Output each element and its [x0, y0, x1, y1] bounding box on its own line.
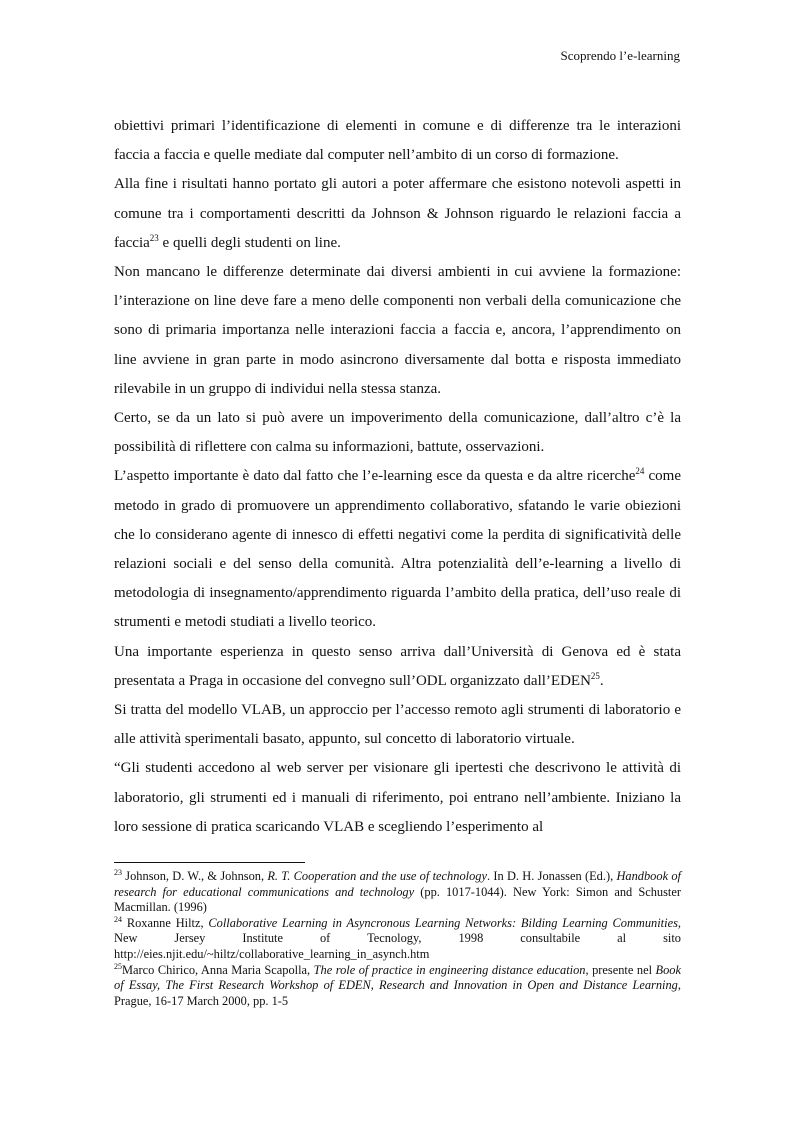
paragraph: Non mancano le differenze determinate dai diversi ambienti in cui avviene la formazione: l’interazione on line deve fare a meno delle componenti non verbali della comunicazione che sono di primaria importanza nelle interazioni faccia a faccia e, ancora, l’apprendimento on line avviene in gran parte in modo asincrono diversamente dal botta e risposta immediato rilevabile in un gruppo di individui nella stessa stanza.	[114, 264, 681, 397]
running-header: Scoprendo l’e-learning	[560, 48, 680, 63]
footnote: $^{23}$ Johnson, D. W., & Johnson, R. T. Cooperation and the use of technology. In D. H. Jonassen (Ed.), Handbook of research for educational communications and technology (pp. 1017-1044). New York: Simon and Schuster Macmillan. (1996)	[114, 868, 681, 915]
paragraph: Certo, se da un lato si può avere un impoverimento della comunicazione, dall’altro c’è la possibilità di riflettere con calma su informazioni, battute, osservazioni.	[114, 410, 681, 456]
footnote-ref: 23	[149, 232, 159, 243]
paragraph: obiettivi primari l’identificazione di elementi in comune e di differenze tra le interazioni faccia a faccia e quelle mediate dal computer nell’ambito di un corso di formazione.	[114, 118, 681, 164]
footnotes	[114, 869, 681, 1009]
footnote-ref: 25	[590, 670, 600, 681]
footnote: $^{24}$ Roxanne Hiltz, Collaborative Learning in Asyncronous Learning Networks: Bilding Learning Communities, New Jersey Institute of Tecnology, 1998 consultabile al sito http://eies.njit.edu/~hiltz/collaborative_learning_in_asynch.htm	[114, 914, 681, 961]
paragraph: Si tratta del modello VLAB, un approccio per l’accesso remoto agli strumenti di laboratorio e alle attività sperimentali basato, appunto, sul concetto di laboratorio virtuale.	[114, 702, 681, 748]
footnote-ref: 24	[635, 466, 645, 477]
paragraph: “Gli studenti accedono al web server per visionare gli ipertesti che descrivono le attività di laboratorio, gli strumenti ed i manuali di riferimento, poi entrano nell’ambiente. Iniziano la loro sessione di pratica scaricando VLAB e scegliendo l’esperimento al	[114, 760, 681, 835]
footnote: $^{25}$Marco Chirico, Anna Maria Scapolla, The role of practice in engineering distance education, presente nel Book of Essay, The First Research Workshop of EDEN, Research and Innovation in Open and Distance Learning, Prague, 16-17 March 2000, pp. 1-5	[114, 961, 681, 1008]
paragraph: Una importante esperienza in questo senso arriva dall’Università di Genova ed è stata presentata a Praga in occasione del convegno sull’ODL organizzato dall’EDEN$^{25}$.	[114, 643, 681, 689]
paragraph: L’aspetto importante è dato dal fatto che l’e-learning esce da questa e da altre ricerche$^{24}$ come metodo in grado di promuovere un apprendimento collaborativo, sfatando le varie obiezioni che lo considerano agente di innesco di effetti negativi come la perdita di significatività delle relazioni sociali e del senso della comunità. Altra potenzialità dell’e-learning a livello di metodologia di insegnamento/apprendimento riguarda l’ambito della pratica, dell’uso reale di strumenti e metodi studiati a livello teorico.	[114, 466, 682, 631]
main-text	[114, 112, 681, 842]
footnote-separator	[114, 862, 305, 863]
paragraph: Alla fine i risultati hanno portato gli autori a poter affermare che esistono notevoli aspetti in comune tra i comportamenti descritti da Johnson & Johnson riguardo le relazioni faccia a faccia$^{23}$ e quelli degli studenti on line.	[114, 176, 681, 251]
